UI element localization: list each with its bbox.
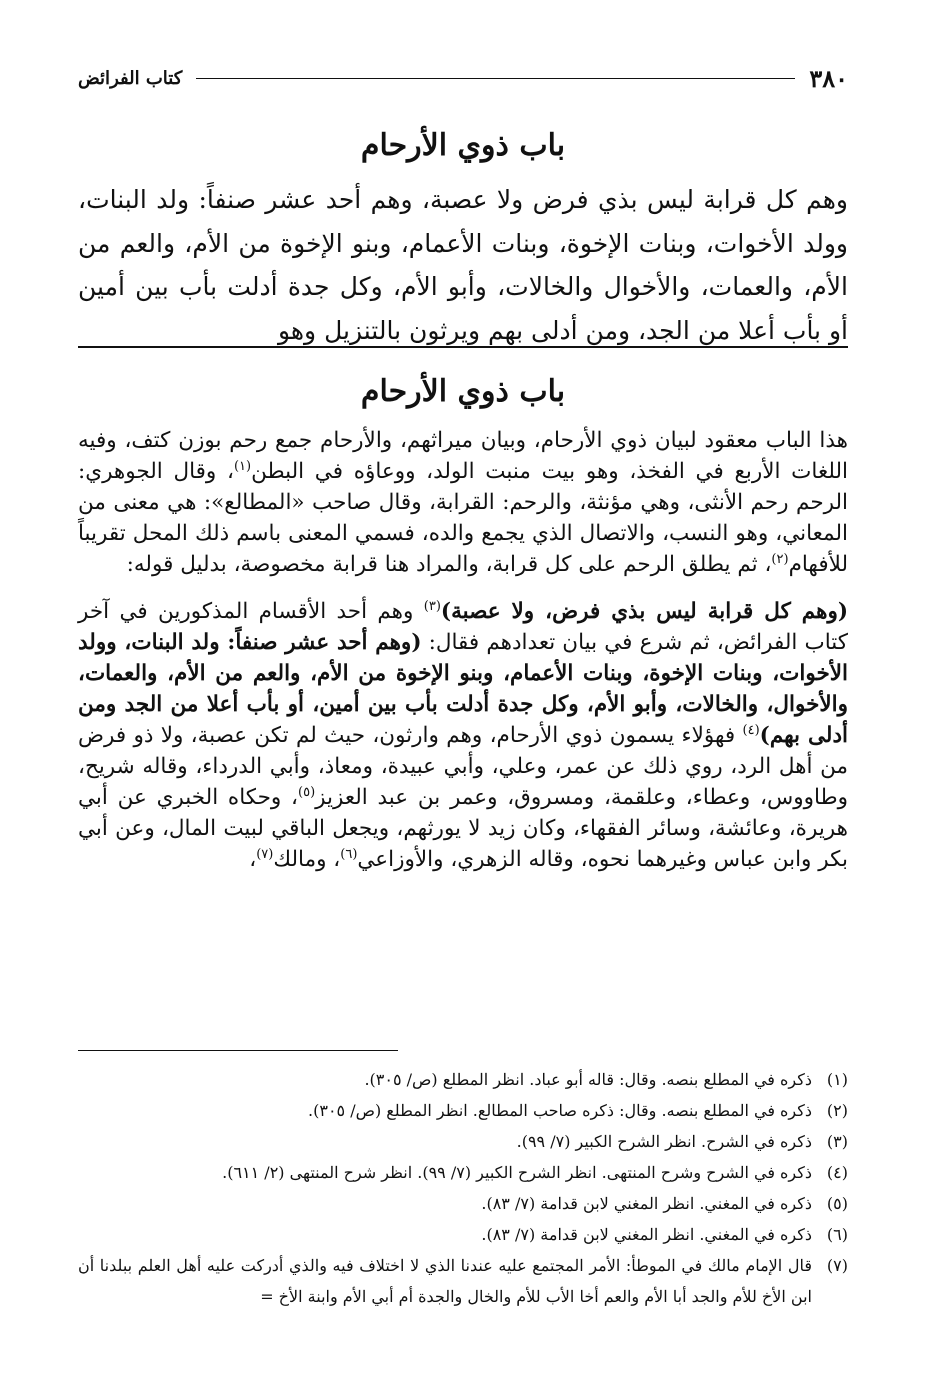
commentary-text: ، ثم يطلق الرحم على كل قرابة، والمراد هنا قرابة مخصوصة، بدليل قوله: [126, 552, 772, 577]
matn-chapter-title: باب ذوي الأرحام [360, 128, 566, 163]
footnote-item [78, 1157, 848, 1188]
footnote-item [78, 1095, 848, 1126]
book-page [78, 0, 848, 1375]
commentary-text: ، وحكاه الخبري عن أبي هريرة، وعائشة، وسائر الفقهاء، وكان زيد لا يورثهم، ويجعل الباقي لبيت المال، وعن أبي بكر وابن عباس وغيرهما نحوه، وقاله الزهري، والأوزاعي [78, 785, 848, 872]
footnote-number: (١) [826, 1070, 848, 1089]
commentary-text: فهؤلاء يسمون ذوي الأرحام، وهم وارثون، حيث لم تكن عصبة، ولا ذو فرض من أهل الرد، روي ذلك عن عمر، وعلي، وأبي عبيدة، ومعاذ، وأبي الدرداء، وقاله شريح، وطاووس، وعطاء، وعلقمة، ومسروق، وعمر بن عبد العزيز [78, 723, 849, 810]
footnote-number: (٢) [826, 1101, 848, 1120]
commentary-paragraph-2 [78, 596, 848, 875]
footnote-number: (٤) [826, 1163, 848, 1182]
commentary-paragraph-1 [78, 425, 848, 580]
footnote-ref: (٦) [340, 846, 358, 862]
commentary-text: ، وقال الجوهري: الرحم رحم الأنثى، وهي مؤنثة، والرحم: القرابة، وقال صاحب «المطالع»: هي معنى من المعاني، وهو النسب، والاتصال الذي يجمع والده، فسمي المعنى باسم ذلك المحل تقريباً للأفهام [78, 459, 848, 577]
footnote-text: ذكره في الشرح وشرح المنتهى. انظر الشرح الكبير (٧/ ٩٩). انظر شرح المنتهى (٢/ ٦١١). [222, 1163, 812, 1182]
quoted-matn: (وهم كل قرابة ليس بذي فرض، ولا عصبة) [440, 599, 849, 624]
footnote-item [78, 1064, 848, 1095]
footnote-ref: (٤) [742, 722, 760, 738]
footnotes [78, 1064, 848, 1312]
footnote-divider [78, 1050, 398, 1051]
footnote-ref: (٢) [771, 551, 789, 567]
matn-text: وهم كل قرابة ليس بذي فرض ولا عصبة، وهم أحد عشر صنفاً: ولد البنات، وولد الأخوات، وبنات الإخوة، وبنات الأعمام، وبنو الإخوة من الأم، والعم من الأم، والعمات، والأخوال والخالات، وأبو الأم، وكل جدة أدلت بأب بين أمين أو بأب أعلا من الجد، ومن أدلى بهم ويرثون بالتنزيل وهو [78, 185, 848, 345]
commentary-text: هذا الباب معقود لبيان ذوي الأرحام، وبيان ميراثهم، والأرحام جمع رحم بوزن كتف، وفيه اللغات الأربع في الفخذ، وهو بيت منبت الولد، ووعاؤه في البطن [78, 428, 848, 484]
footnote-text: ذكره في الشرح. انظر الشرح الكبير (٧/ ٩٩). [516, 1132, 812, 1151]
footnote-text: ذكره في المطلع بنصه. وقال: ذكره صاحب المطالع. انظر المطلع (ص/ ٣٠٥). [308, 1101, 812, 1120]
footnote-text: قال الإمام مالك في الموطأ: الأمر المجتمع عليه عندنا الذي لا اختلاف فيه والذي أدركت عليه أهل العلم ببلدنا أن ابن الأخ للأم والجد أبا الأم والعم أخا الأب للأم والخال والجدة أم أبي الأم وابنة الأخ = [78, 1256, 812, 1306]
footnote-text: ذكره في المغني. انظر المغني لابن قدامة (٧/ ٨٣). [481, 1194, 812, 1213]
running-header [78, 62, 848, 94]
header-rule [196, 78, 795, 79]
footnote-text: ذكره في المطلع بنصه. وقال: قاله أبو عباد. انظر المطلع (ص/ ٣٠٥). [364, 1070, 812, 1089]
footnote-number: (٧) [826, 1256, 848, 1275]
footnote-item [78, 1188, 848, 1219]
commentary-text: ، ومالك [273, 847, 341, 872]
footnote-item [78, 1219, 848, 1250]
footnote-number: (٣) [826, 1132, 848, 1151]
footnote-ref: (٣) [423, 598, 441, 614]
page-number: ٣٨٠ [809, 63, 848, 93]
footnote-ref: (٥) [298, 784, 316, 800]
commentary-text: ، [249, 847, 257, 872]
book-title: كتاب الفرائض [78, 67, 183, 89]
footnote-item [78, 1126, 848, 1157]
quoted-matn: (وهم أحد عشر صنفاً: ولد البنات، وولد الأخوات، وبنات الإخوة، وبنات الأعمام، وبنو الإخوة من الأم، والعم من الأم، والعمات، والأخوال، والخالات، وأبو الأم، وكل جدة أدلت بأب بين أمين، أو بأب أعلا من الجد ومن أدلى بهم) [78, 630, 849, 748]
footnote-ref: (٧) [256, 846, 274, 862]
commentary [78, 425, 848, 875]
footnote-item [78, 1250, 848, 1312]
footnote-ref: (١) [233, 458, 252, 474]
footnote-number: (٥) [826, 1194, 848, 1213]
footnote-number: (٦) [826, 1225, 848, 1244]
section-divider [78, 346, 848, 348]
footnote-text: ذكره في المغني. انظر المغني لابن قدامة (٧/ ٨٣). [481, 1225, 812, 1244]
commentary-text: وهم أحد الأقسام المذكورين في آخر كتاب الفرائض، ثم شرع في بيان تعدادهم فقال: [78, 599, 848, 655]
sharh-chapter-title: باب ذوي الأرحام [360, 374, 566, 409]
